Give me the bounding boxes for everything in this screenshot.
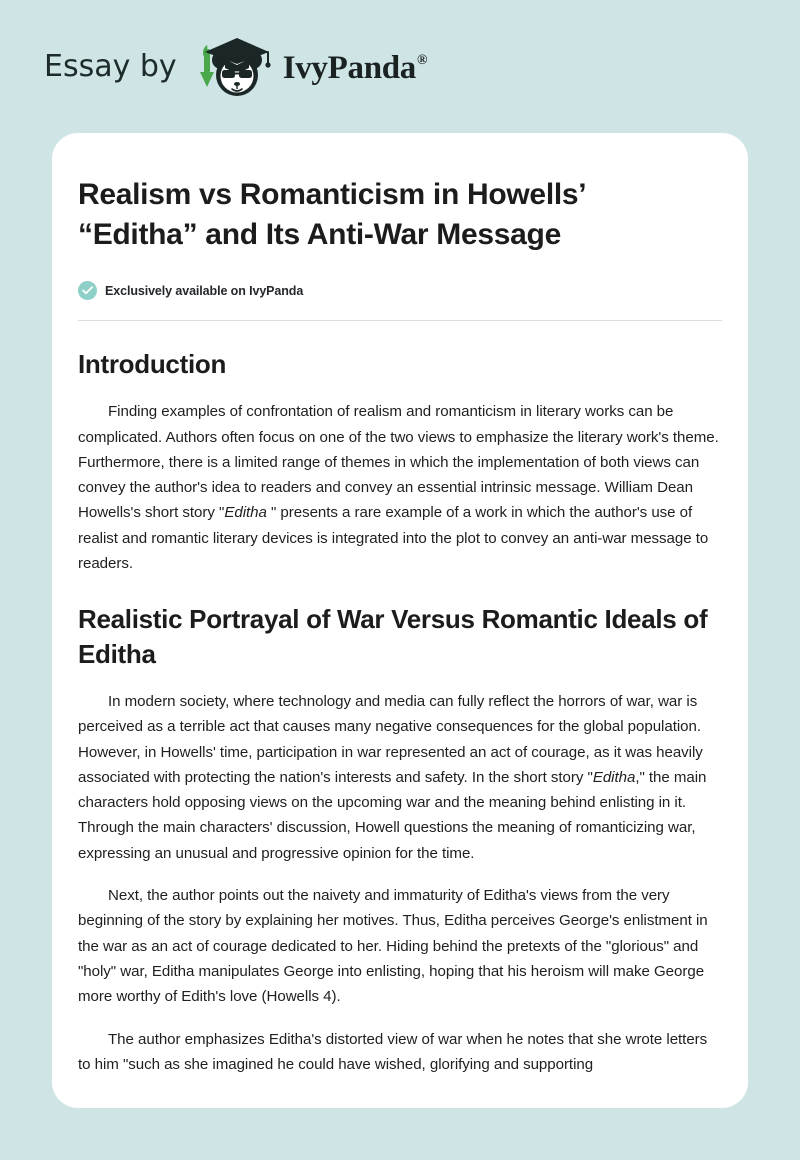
text-run: Finding examples of confrontation of realism and romanticism in literary works can be complicated. Authors often focus on one of the two views to emphasize the literary work's theme. Furthermore, there is a limited range of themes in which the implementation of both views can convey the author's idea to readers and convey an essential intrinsic message. William Dean Howells's short story " <box>78 403 719 522</box>
text-run: The author emphasizes Editha's distorted view of war when he notes that she wrote letters to him "such as she imagined he could have wished, glorifying and supporting <box>78 1030 708 1073</box>
text-run: In modern society, where technology and media can fully reflect the horrors of war, war is perceived as a terrible act that causes many negative consequences for the global population. However, in Howells' time, participation in war represented an act of courage, as it was heavily associated with protecting the nation's interests and safety. In the short story " <box>78 692 703 786</box>
body-paragraph <box>78 689 722 866</box>
section-heading: Realistic Portrayal of War Versus Romantic Ideals of Editha <box>78 604 708 670</box>
text-run: ," the main characters hold opposing views on the upcoming war and the meaning behind enlisting in it. Through the main characters' discussion, Howell questions the meaning of romanticizing war, expressing an unusual and progressive opinion for the time. <box>78 768 707 862</box>
page-title: Realism vs Romanticism in Howells’ “Editha” and Its Anti-War Message <box>78 178 585 252</box>
registered-trademark-mark: ® <box>417 53 428 68</box>
exclusive-badge-label: Exclusively available on IvyPanda <box>105 283 304 298</box>
header-divider <box>78 320 722 321</box>
site-header <box>0 0 800 133</box>
section-heading: Introduction <box>78 349 227 380</box>
body-paragraph <box>78 883 722 1009</box>
body-paragraph <box>78 1027 722 1078</box>
ivypanda-wordmark: IvyPanda® <box>282 50 428 86</box>
essay-by-label: Essay by <box>44 49 177 84</box>
article-body <box>78 347 722 1077</box>
emphasized-title: Editha <box>592 768 636 786</box>
exclusive-badge <box>78 281 722 300</box>
check-circle-icon <box>78 281 97 300</box>
essay-card <box>52 133 748 1108</box>
text-run: " presents a rare example of a work in which the author's use of realist and romantic literary devices is integrated into the plot to convey an anti-war message to readers. <box>78 504 709 572</box>
text-run: Next, the author points out the naivety and immaturity of Editha's views from the very beginning of the story by explaining her motives. Thus, Editha perceives George's enlistment in the war as an act of courage dedicated to her. Hiding behind the pretexts of the "glorious" and "holy" war, Editha manipulates George into enlisting, hoping that his heroism will make George more worthy of Edith's love (Howells 4). <box>78 887 708 1006</box>
emphasized-title: Editha <box>224 504 267 522</box>
ivypanda-panda-graduate-logo-icon <box>191 35 279 99</box>
brand-lockup[interactable] <box>44 35 426 99</box>
ivypanda-logo[interactable] <box>191 35 426 99</box>
body-paragraph <box>78 399 722 576</box>
